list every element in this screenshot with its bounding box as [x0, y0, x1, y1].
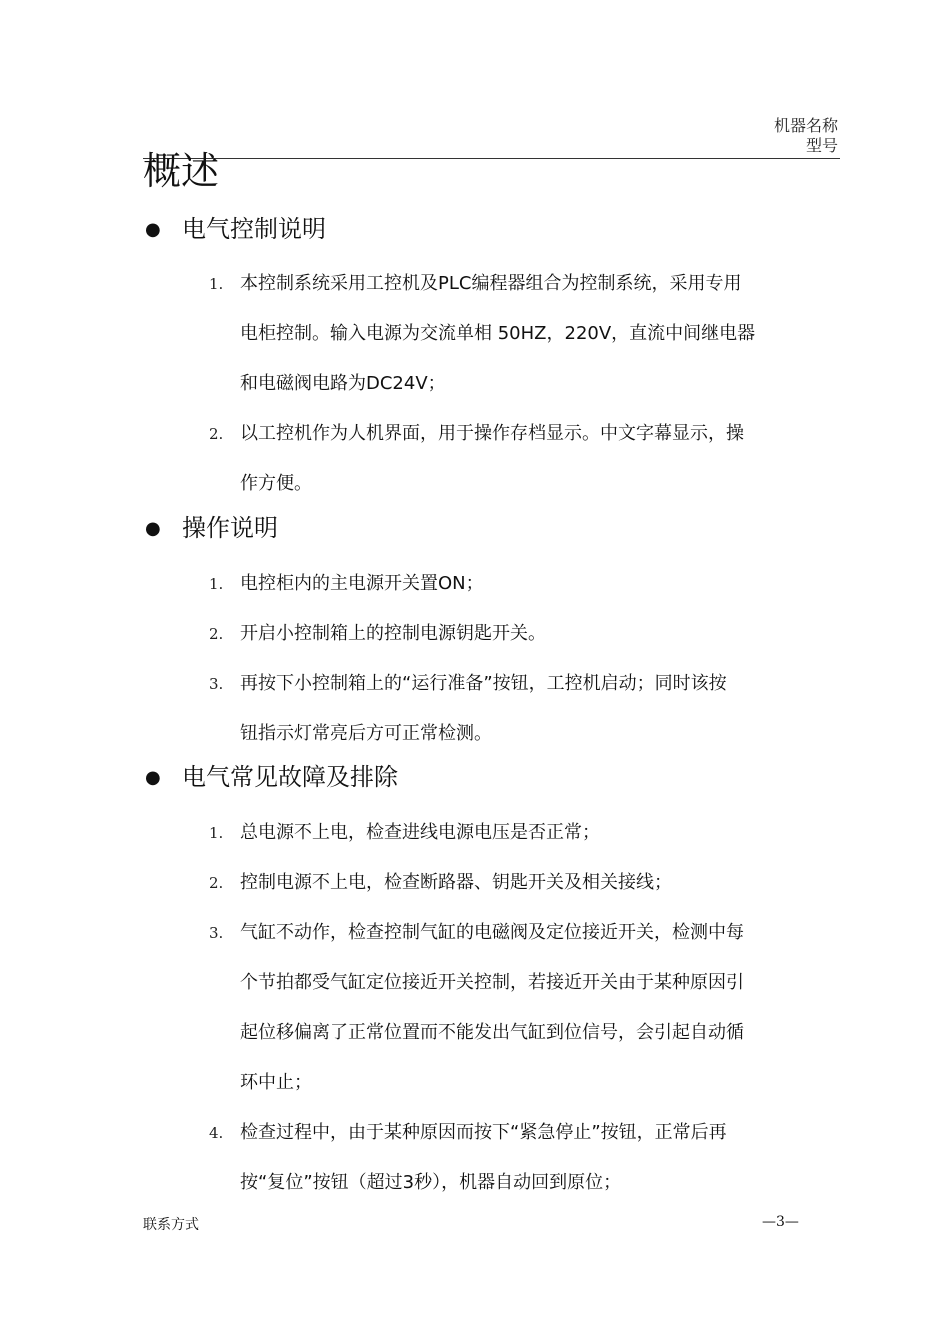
item-number: 2. [209, 425, 224, 443]
item-text: 起位移偏离了正常位置而不能发出气缸到位信号，会引起自动循 [240, 1022, 744, 1043]
section-heading-troubleshooting: ● 电气常见故障及排除 [145, 760, 398, 795]
item-text: 作方便。 [240, 473, 312, 494]
item-text: 环中止； [240, 1072, 312, 1093]
item-text: 气缸不动作，检查控制气缸的电磁阀及定位接近开关，检测中每 [240, 922, 744, 943]
footer-contact: 联系方式 [143, 1217, 199, 1233]
item-text: 电柜控制。输入电源为交流单相 50HZ，220V，直流中间继电器 [240, 323, 756, 344]
item-text: 检查过程中，由于某种原因而按下“紧急停止”按钮，正常后再 [240, 1122, 727, 1143]
machine-name: 机器名称 [773, 116, 838, 135]
item-number: 3. [209, 924, 224, 942]
item-text: 电控柜内的主电源开关置ON； [240, 573, 484, 594]
bullet-icon: ● [145, 518, 161, 539]
item-text: 本控制系统采用工控机及PLC编程器组合为控制系统，采用专用 [240, 273, 742, 294]
page-title: 概述 [143, 149, 220, 193]
section-heading-operation: ● 操作说明 [145, 511, 278, 546]
model-label: 型号 [805, 136, 838, 155]
item-number: 2. [209, 625, 224, 643]
section-heading-electrical-control: ● 电气控制说明 [145, 212, 326, 247]
item-number: 3. [209, 675, 224, 693]
item-text: 总电源不上电，检查进线电源电压是否正常； [240, 822, 600, 843]
item-text: 和电磁阀电路为DC24V； [240, 373, 446, 394]
item-text: 控制电源不上电，检查断路器、钥匙开关及相关接线； [240, 872, 672, 893]
item-text: 再按下小控制箱上的“运行准备”按钮，工控机启动；同时该按 [240, 673, 727, 694]
item-text: 个节拍都受气缸定位接近开关控制，若接近开关由于某种原因引 [240, 972, 744, 993]
item-text: 以工控机作为人机界面，用于操作存档显示。中文字幕显示，操 [240, 423, 744, 444]
page-header [774, 116, 838, 156]
item-number: 2. [209, 874, 224, 892]
item-number: 1. [209, 275, 224, 293]
item-text: 钮指示灯常亮后方可正常检测。 [240, 723, 492, 744]
page-number: —3— [762, 1214, 799, 1230]
bullet-icon: ● [145, 767, 161, 788]
item-number: 1. [209, 575, 224, 593]
item-number: 1. [209, 824, 224, 842]
item-text: 开启小控制箱上的控制电源钥匙开关。 [240, 623, 546, 644]
bullet-icon: ● [145, 219, 161, 240]
item-text: 按“复位”按钮（超过3秒），机器自动回到原位； [240, 1172, 622, 1193]
header-rule [143, 158, 840, 159]
item-number: 4. [209, 1124, 224, 1142]
